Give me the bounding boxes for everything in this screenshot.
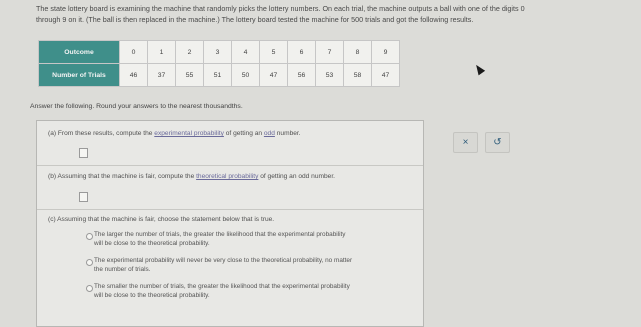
experimental-probability-link[interactable]: experimental probability [154, 130, 224, 137]
undo-button[interactable] [485, 132, 510, 153]
answer-b-input[interactable] [79, 192, 88, 202]
divider [37, 209, 423, 210]
trials-cell: 37 [148, 64, 176, 87]
intro-line-1: The state lottery board is examining the machine that randomly picks the lottery numbers. On each trial, the machine outputs a ball with one of the digits 0 [36, 4, 525, 13]
option-2-radio[interactable] [86, 259, 93, 266]
trials-cell: 47 [372, 64, 400, 87]
option-2-text[interactable] [94, 256, 404, 274]
outcome-cell: 3 [204, 41, 232, 64]
trials-cell: 46 [120, 64, 148, 87]
trials-cell: 51 [204, 64, 232, 87]
trials-header: Number of Trials [39, 64, 120, 87]
question-b [48, 173, 335, 180]
outcome-cell: 7 [316, 41, 344, 64]
outcome-cell: 1 [148, 41, 176, 64]
option-2-line-1: The experimental probability will never be very close to the theoretical probability, no matter [94, 257, 353, 264]
divider [37, 165, 423, 166]
trials-cell: 56 [288, 64, 316, 87]
clear-button[interactable] [453, 132, 478, 153]
option-1-line-1: The larger the number of trials, the greater the likelihood that the experimental probability [94, 231, 346, 238]
instruction-text: Answer the following. Round your answers to the nearest thousandths. [30, 103, 243, 110]
option-3-radio[interactable] [86, 285, 93, 292]
question-b-prefix: (b) Assuming that the machine is fair, compute the [48, 173, 197, 180]
outcome-row [39, 41, 400, 64]
option-3-line-1: The smaller the number of trials, the greater the likelihood that the experimental probability [94, 283, 350, 290]
answer-a-input[interactable] [79, 148, 88, 158]
outcome-cell: 2 [176, 41, 204, 64]
outcome-cell: 8 [344, 41, 372, 64]
outcome-cell: 5 [260, 41, 288, 64]
trials-row [39, 64, 400, 87]
trials-cell: 50 [232, 64, 260, 87]
question-panel [36, 120, 424, 327]
option-1-radio[interactable] [86, 233, 93, 240]
option-3-line-2: will be close to the theoretical probability. [94, 292, 210, 299]
option-1-text[interactable] [94, 230, 404, 248]
trials-cell: 58 [344, 64, 372, 87]
outcome-cell: 0 [120, 41, 148, 64]
problem-intro [36, 3, 632, 25]
question-b-suffix: of getting an odd number. [258, 173, 336, 180]
question-a-suffix: number. [274, 130, 301, 137]
question-a [48, 130, 301, 137]
intro-line-2: through 9 on it. (The ball is then replaced in the machine.) The lottery board tested the machine for 500 trials and got the following results. [36, 15, 474, 24]
outcome-cell: 6 [288, 41, 316, 64]
option-3-text[interactable] [94, 282, 404, 300]
trials-cell: 53 [316, 64, 344, 87]
odd-link[interactable]: odd [263, 130, 275, 137]
trials-cell: 55 [176, 64, 204, 87]
theoretical-probability-link[interactable]: theoretical probability [196, 173, 259, 180]
undo-icon: ↺ [493, 137, 502, 148]
option-2-line-2: the number of trials. [94, 266, 151, 273]
question-c: (c) Assuming that the machine is fair, choose the statement below that is true. [48, 216, 275, 223]
outcome-cell: 9 [372, 41, 400, 64]
close-icon: × [462, 137, 469, 148]
trials-cell: 47 [260, 64, 288, 87]
question-a-prefix: (a) From these results, compute the [48, 130, 155, 137]
outcome-header: Outcome [39, 41, 120, 64]
option-1-line-2: will be close to the theoretical probability. [94, 240, 210, 247]
question-a-mid: of getting an [223, 130, 264, 137]
outcome-cell: 4 [232, 41, 260, 64]
results-table [38, 40, 400, 87]
mouse-cursor-icon [473, 63, 485, 76]
